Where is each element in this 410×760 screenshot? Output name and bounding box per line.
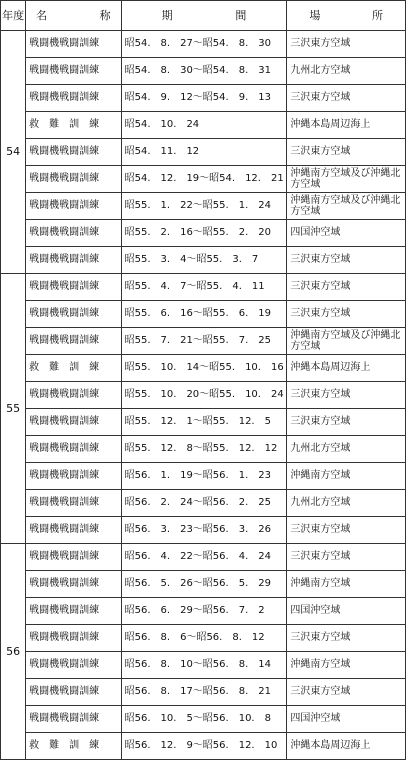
period-cell: 昭56. 8. 6～昭56. 8. 12 xyxy=(121,625,287,652)
name-cell: 戦闘機戦闘訓練 xyxy=(26,85,121,112)
table-row xyxy=(1,193,406,220)
table-row xyxy=(1,274,406,301)
period-cell: 昭56. 8. 17～昭56. 8. 21 xyxy=(121,679,287,706)
name-cell: 戦闘機戦闘訓練 xyxy=(26,301,121,328)
place-cell: 沖縄南方空域及び沖縄北方空域 xyxy=(287,193,406,220)
table-row xyxy=(1,112,406,139)
place-cell: 沖縄本島周辺海上 xyxy=(287,112,406,139)
period-cell: 昭55. 10. 14～昭55. 10. 16 xyxy=(121,355,287,382)
place-cell: 三沢東方空域 xyxy=(287,625,406,652)
place-cell: 三沢東方空域 xyxy=(287,139,406,166)
name-cell: 戦闘機戦闘訓練 xyxy=(26,679,121,706)
year-cell: 54 xyxy=(1,31,26,274)
place-cell: 三沢東方空域 xyxy=(287,544,406,571)
place-cell: 沖縄南方空域 xyxy=(287,652,406,679)
name-cell: 戦闘機戦闘訓練 xyxy=(26,328,121,355)
name-cell: 救 難 訓 練 xyxy=(26,112,121,139)
header-period: 期 間 xyxy=(121,1,287,31)
name-cell: 戦闘機戦闘訓練 xyxy=(26,463,121,490)
table-row xyxy=(1,166,406,193)
period-cell: 昭55. 7. 21～昭55. 7. 25 xyxy=(121,328,287,355)
period-cell: 昭55. 4. 7～昭55. 4. 11 xyxy=(121,274,287,301)
period-cell: 昭54. 12. 19～昭54. 12. 21 xyxy=(121,166,287,193)
place-cell: 沖縄南方空域 xyxy=(287,571,406,598)
table-row xyxy=(1,463,406,490)
period-cell: 昭54. 8. 27～昭54. 8. 30 xyxy=(121,31,287,58)
place-cell: 三沢東方空域 xyxy=(287,301,406,328)
table-row xyxy=(1,301,406,328)
period-cell: 昭54. 8. 30～昭54. 8. 31 xyxy=(121,58,287,85)
name-cell: 戦闘機戦闘訓練 xyxy=(26,625,121,652)
header-row xyxy=(1,1,406,31)
period-cell: 昭55. 1. 22～昭55. 1. 24 xyxy=(121,193,287,220)
table-body xyxy=(1,31,406,760)
period-cell: 昭54. 10. 24 xyxy=(121,112,287,139)
header-place: 場 所 xyxy=(287,1,406,31)
place-cell: 三沢東方空域 xyxy=(287,85,406,112)
table-row xyxy=(1,220,406,247)
header-name: 名 称 xyxy=(26,1,121,31)
period-cell: 昭55. 12. 1～昭55. 12. 5 xyxy=(121,409,287,436)
table-row xyxy=(1,139,406,166)
table-row xyxy=(1,328,406,355)
year-cell: 56 xyxy=(1,544,26,760)
name-cell: 戦闘機戦闘訓練 xyxy=(26,517,121,544)
place-cell: 九州北方空域 xyxy=(287,58,406,85)
name-cell: 戦闘機戦闘訓練 xyxy=(26,166,121,193)
year-cell: 55 xyxy=(1,274,26,544)
name-cell: 戦闘機戦闘訓練 xyxy=(26,193,121,220)
place-cell: 沖縄南方空域 xyxy=(287,463,406,490)
table-row xyxy=(1,679,406,706)
place-cell: 三沢東方空域 xyxy=(287,247,406,274)
period-cell: 昭56. 8. 10～昭56. 8. 14 xyxy=(121,652,287,679)
place-cell: 四国沖空域 xyxy=(287,598,406,625)
period-cell: 昭55. 2. 16～昭55. 2. 20 xyxy=(121,220,287,247)
name-cell: 戦闘機戦闘訓練 xyxy=(26,571,121,598)
table-row xyxy=(1,571,406,598)
table-row xyxy=(1,85,406,112)
place-cell: 三沢東方空域 xyxy=(287,409,406,436)
table-row xyxy=(1,247,406,274)
table-row xyxy=(1,652,406,679)
name-cell: 戦闘機戦闘訓練 xyxy=(26,409,121,436)
table-row xyxy=(1,436,406,463)
place-cell: 三沢東方空域 xyxy=(287,517,406,544)
period-cell: 昭55. 3. 4～昭55. 3. 7 xyxy=(121,247,287,274)
place-cell: 九州北方空域 xyxy=(287,490,406,517)
name-cell: 戦闘機戦闘訓練 xyxy=(26,598,121,625)
period-cell: 昭56. 2. 24～昭56. 2. 25 xyxy=(121,490,287,517)
period-cell: 昭56. 5. 26～昭56. 5. 29 xyxy=(121,571,287,598)
table-row xyxy=(1,706,406,733)
name-cell: 救 難 訓 練 xyxy=(26,355,121,382)
place-cell: 四国沖空域 xyxy=(287,706,406,733)
name-cell: 戦闘機戦闘訓練 xyxy=(26,544,121,571)
table-row xyxy=(1,409,406,436)
table-row xyxy=(1,490,406,517)
period-cell: 昭56. 10. 5～昭56. 10. 8 xyxy=(121,706,287,733)
place-cell: 沖縄南方空域及び沖縄北方空域 xyxy=(287,328,406,355)
place-cell: 三沢東方空域 xyxy=(287,274,406,301)
table-row xyxy=(1,733,406,760)
place-cell: 四国沖空域 xyxy=(287,220,406,247)
header-year: 年度 xyxy=(1,1,26,31)
name-cell: 戦闘機戦闘訓練 xyxy=(26,139,121,166)
period-cell: 昭56. 3. 23～昭56. 3. 26 xyxy=(121,517,287,544)
place-cell: 沖縄本島周辺海上 xyxy=(287,355,406,382)
place-cell: 沖縄本島周辺海上 xyxy=(287,733,406,760)
name-cell: 戦闘機戦闘訓練 xyxy=(26,490,121,517)
place-cell: 沖縄南方空域及び沖縄北方空域 xyxy=(287,166,406,193)
period-cell: 昭56. 4. 22～昭56. 4. 24 xyxy=(121,544,287,571)
name-cell: 戦闘機戦闘訓練 xyxy=(26,436,121,463)
name-cell: 戦闘機戦闘訓練 xyxy=(26,247,121,274)
place-cell: 九州北方空域 xyxy=(287,436,406,463)
name-cell: 戦闘機戦闘訓練 xyxy=(26,220,121,247)
name-cell: 戦闘機戦闘訓練 xyxy=(26,274,121,301)
place-cell: 三沢東方空域 xyxy=(287,382,406,409)
table-row xyxy=(1,31,406,58)
name-cell: 救 難 訓 練 xyxy=(26,733,121,760)
place-cell: 三沢東方空域 xyxy=(287,679,406,706)
period-cell: 昭55. 6. 16～昭55. 6. 19 xyxy=(121,301,287,328)
name-cell: 戦闘機戦闘訓練 xyxy=(26,382,121,409)
period-cell: 昭55. 10. 20～昭55. 10. 24 xyxy=(121,382,287,409)
table-row xyxy=(1,625,406,652)
period-cell: 昭54. 11. 12 xyxy=(121,139,287,166)
name-cell: 戦闘機戦闘訓練 xyxy=(26,31,121,58)
place-cell: 三沢東方空域 xyxy=(287,31,406,58)
name-cell: 戦闘機戦闘訓練 xyxy=(26,706,121,733)
period-cell: 昭56. 1. 19～昭56. 1. 23 xyxy=(121,463,287,490)
table-row xyxy=(1,382,406,409)
table-row xyxy=(1,58,406,85)
name-cell: 戦闘機戦闘訓練 xyxy=(26,652,121,679)
table-row xyxy=(1,598,406,625)
period-cell: 昭54. 9. 12～昭54. 9. 13 xyxy=(121,85,287,112)
table-row xyxy=(1,517,406,544)
period-cell: 昭56. 6. 29～昭56. 7. 2 xyxy=(121,598,287,625)
name-cell: 戦闘機戦闘訓練 xyxy=(26,58,121,85)
period-cell: 昭56. 12. 9～昭56. 12. 10 xyxy=(121,733,287,760)
table-row xyxy=(1,544,406,571)
period-cell: 昭55. 12. 8～昭55. 12. 12 xyxy=(121,436,287,463)
table-row xyxy=(1,355,406,382)
